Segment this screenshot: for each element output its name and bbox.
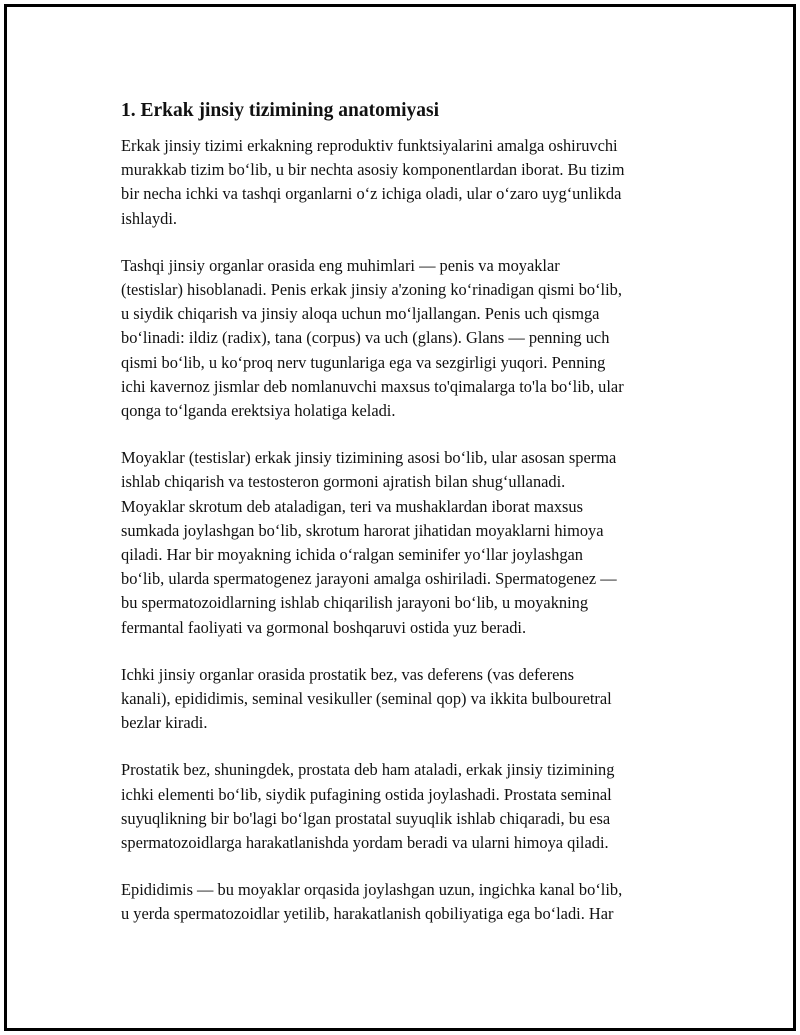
text-line: Tashqi jinsiy organlar orasida eng muhimlari — penis va moyaklar — [121, 255, 560, 275]
document-body — [121, 97, 707, 950]
text-line: murakkab tizim bo‘lib, u bir nechta asosiy komponentlardan iborat. Bu tizim — [121, 160, 625, 180]
text-line: bezlar kiradi. — [121, 713, 208, 733]
paragraph-epididymis — [121, 878, 707, 926]
section-heading: 1. Erkak jinsiy tizimining anatomiyasi — [121, 100, 439, 121]
paragraph-prostate — [121, 758, 707, 855]
text-line: Prostatik bez, shuningdek, prostata deb ham ataladi, erkak jinsiy tizimining — [121, 760, 615, 780]
text-line: ishlaydi. — [121, 208, 177, 228]
text-line: sumkada joylashgan bo‘lib, skrotum harorat jihatidan moyaklarni himoya — [121, 520, 604, 540]
text-line: bo‘linadi: ildiz (radix), tana (corpus) va uch (glans). Glans — penning uch — [121, 328, 610, 348]
text-line: qismi bo‘lib, u ko‘proq nerv tugunlariga ega va sezgirligi yuqori. Penning — [121, 352, 606, 372]
text-line: bu spermatozoidlarning ishlab chiqarilish jarayoni bo‘lib, u moyakning — [121, 593, 589, 613]
text-line: fermantal faoliyati va gormonal boshqaruvi ostida yuz beradi. — [121, 617, 527, 637]
text-line: qiladi. Har bir moyakning ichida o‘ralgan seminifer yo‘llar joylashgan — [121, 545, 583, 565]
text-line: u yerda spermatozoidlar yetilib, harakatlanish qobiliyatiga ega bo‘ladi. Har — [121, 904, 614, 924]
paragraph-intro — [121, 134, 707, 231]
text-line: Moyaklar (testislar) erkak jinsiy tizimining asosi bo‘lib, ular asosan sperma — [121, 448, 617, 468]
text-line: bo‘lib, ularda spermatogenez jarayoni amalga oshiriladi. Spermatogenez — — [121, 569, 617, 589]
text-line: u siydik chiqarish va jinsiy aloqa uchun mo‘ljallangan. Penis uch qismga — [121, 304, 600, 324]
paragraph-internal-organs — [121, 663, 707, 736]
text-line: (testislar) hisoblanadi. Penis erkak jinsiy a'zoning ko‘rinadigan qismi bo‘lib, — [121, 280, 622, 300]
text-line: ishlab chiqarish va testosteron gormoni ajratish bilan shug‘ullanadi. — [121, 472, 566, 492]
text-line: ichi kavernoz jismlar deb nomlanuvchi maxsus to'qimalarga to'la bo‘lib, ular — [121, 376, 624, 396]
text-line: ichki elementi bo‘lib, siydik pufagining ostida joylashadi. Prostata seminal — [121, 784, 612, 804]
text-line: Epididimis — bu moyaklar orqasida joylashgan uzun, ingichka kanal bo‘lib, — [121, 880, 623, 900]
text-line: Ichki jinsiy organlar orasida prostatik bez, vas deferens (vas deferens — [121, 664, 575, 684]
text-line: Moyaklar skrotum deb ataladigan, teri va mushaklardan iborat maxsus — [121, 496, 583, 516]
text-line: qonga to‘lganda erektsiya holatiga keladi. — [121, 401, 396, 421]
text-line: spermatozoidlarga harakatlanishda yordam beradi va ularni himoya qiladi. — [121, 833, 609, 853]
paragraph-testes — [121, 446, 707, 640]
paragraph-external-organs — [121, 254, 707, 423]
text-line: suyuqlikning bir bo'lagi bo‘lgan prostatal suyuqlik ishlab chiqaradi, bu esa — [121, 808, 611, 828]
text-line: kanali), epididimis, seminal vesikuller (seminal qop) va ikkita bulbouretral — [121, 689, 612, 709]
text-line: Erkak jinsiy tizimi erkakning reproduktiv funktsiyalarini amalga oshiruvchi — [121, 136, 618, 155]
page-frame — [4, 4, 796, 1031]
text-line: bir necha ichki va tashqi organlarni o‘z ichiga oladi, ular o‘zaro uyg‘unlikda — [121, 184, 622, 204]
